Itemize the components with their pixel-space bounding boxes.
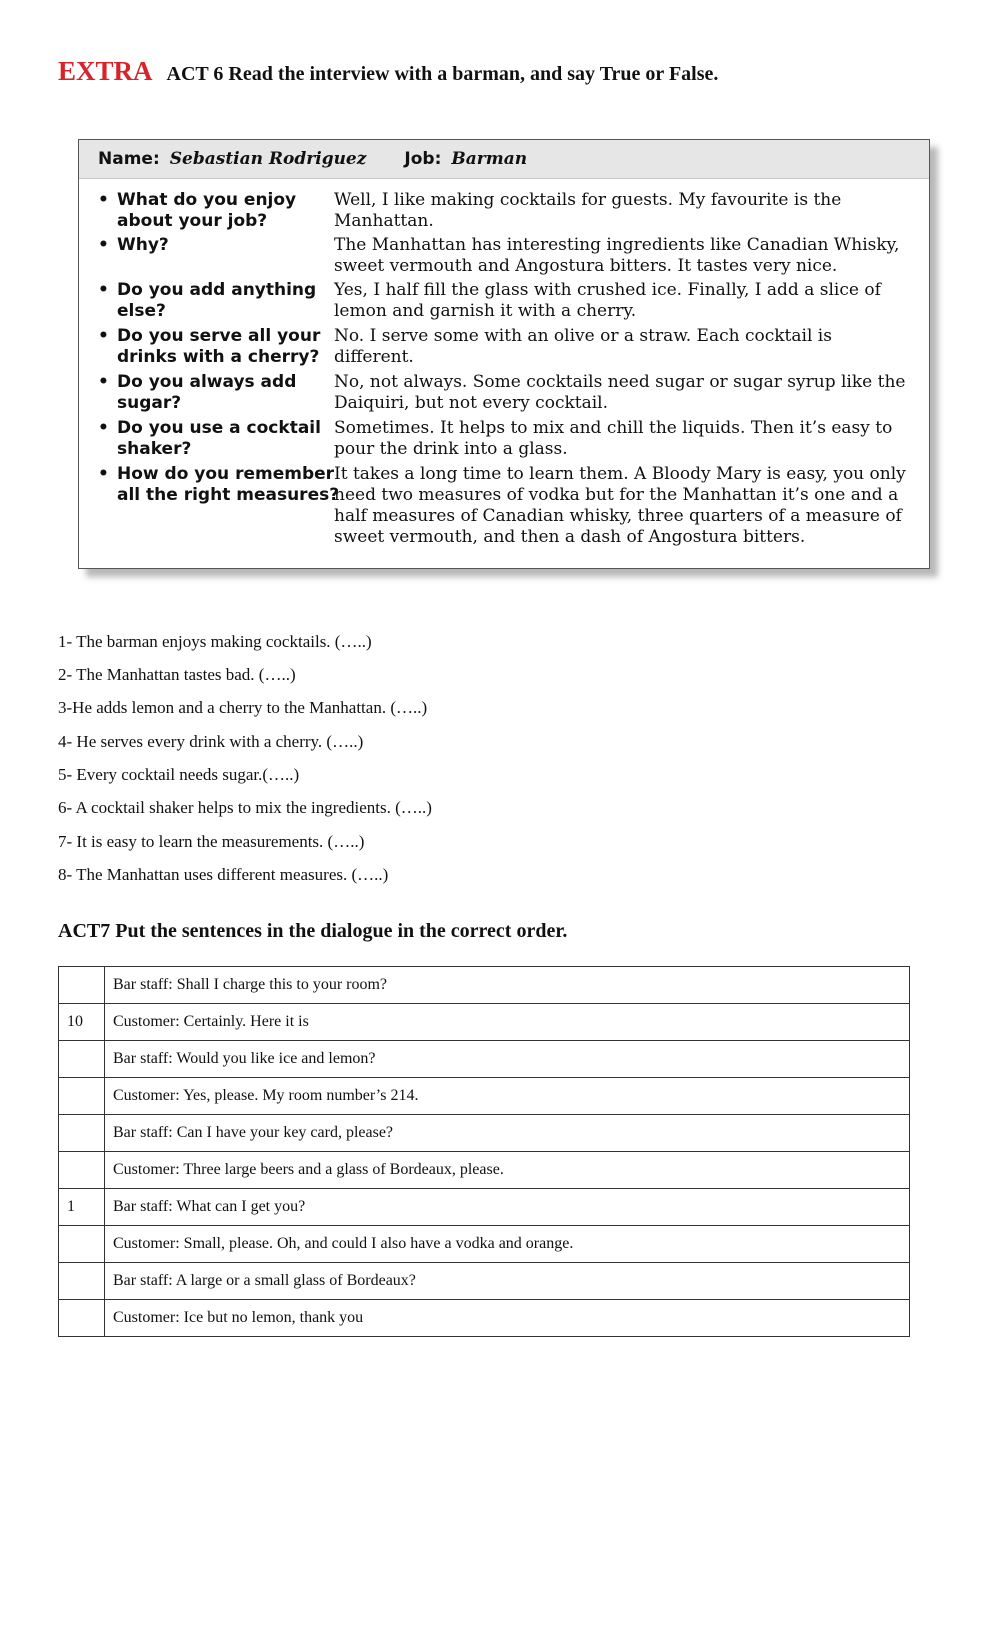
name-label: Name: — [98, 149, 160, 169]
answer: No. I serve some with an olive or a straw. Each cocktail is different. — [334, 326, 832, 367]
table-row — [59, 1004, 910, 1041]
order-number-cell[interactable] — [59, 1041, 105, 1078]
dialogue-line: Customer: Small, please. Oh, and could I also have a vodka and orange. — [105, 1226, 910, 1263]
job-value: Barman — [451, 149, 528, 169]
dialogue-order-table — [58, 966, 910, 1337]
table-row — [59, 1152, 910, 1189]
table-row — [59, 967, 910, 1004]
act7-title: ACT7 Put the sentences in the dialogue in the correct order. — [58, 920, 568, 942]
order-number-cell[interactable] — [59, 1115, 105, 1152]
answer: No, not always. Some cocktails need sugar or sugar syrup like the Daiquiri, but not every cocktail. — [334, 372, 906, 413]
order-number-cell[interactable] — [59, 1152, 105, 1189]
dialogue-line: Customer: Ice but no lemon, thank you — [105, 1300, 910, 1337]
question: • Do you add anything else? — [98, 280, 342, 322]
dialogue-line: Bar staff: What can I get you? — [105, 1189, 910, 1226]
true-false-statement: 4- He serves every drink with a cherry. (…..) — [58, 732, 364, 751]
true-false-statement: 3-He adds lemon and a cherry to the Manhattan. (…..) — [58, 698, 428, 717]
true-false-statement: 1- The barman enjoys making cocktails. (…..) — [58, 632, 372, 651]
dialogue-line: Bar staff: Shall I charge this to your room? — [105, 967, 910, 1004]
table-row — [59, 1189, 910, 1226]
answer: Yes, I half fill the glass with crushed ice. Finally, I add a slice of lemon and garnish it with a cherry. — [334, 280, 881, 321]
activity-title: ACT 6 Read the interview with a barman, and say True or False. — [166, 63, 719, 85]
extra-label: EXTRA — [58, 56, 153, 86]
question: • Do you serve all your drinks with a cherry? — [98, 326, 342, 368]
answer: Sometimes. It helps to mix and chill the liquids. Then it’s easy to pour the drink into a glass. — [334, 418, 893, 459]
true-false-statement: 5- Every cocktail needs sugar.(…..) — [58, 765, 300, 784]
question: • Do you always add sugar? — [98, 372, 342, 414]
true-false-statement: 6- A cocktail shaker helps to mix the ingredients. (…..) — [58, 798, 432, 817]
order-number-cell[interactable] — [59, 1226, 105, 1263]
question: • Do you use a cocktail shaker? — [98, 418, 342, 460]
answer: Well, I like making cocktails for guests. My favourite is the Manhattan. — [334, 190, 842, 231]
card-header — [79, 140, 929, 179]
true-false-statement: 2- The Manhattan tastes bad. (…..) — [58, 665, 296, 684]
dialogue-line: Customer: Three large beers and a glass of Bordeaux, please. — [105, 1152, 910, 1189]
question: • Why? — [98, 235, 342, 256]
name-value: Sebastian Rodriguez — [169, 149, 367, 169]
order-number-cell[interactable] — [59, 967, 105, 1004]
order-number-cell[interactable] — [59, 1300, 105, 1337]
dialogue-line: Bar staff: Would you like ice and lemon? — [105, 1041, 910, 1078]
answer: It takes a long time to learn them. A Bloody Mary is easy, you only need two measures of vodka but for the Manhattan it’s one and a half measures of Canadian whisky, three quarters of a measure of sweet vermouth, and then a dash of Angostura bitters. — [334, 464, 906, 547]
order-number-cell[interactable] — [59, 1263, 105, 1300]
table-row — [59, 1115, 910, 1152]
dialogue-line: Bar staff: Can I have your key card, please? — [105, 1115, 910, 1152]
question: • What do you enjoy about your job? — [98, 190, 342, 232]
activity-heading — [58, 56, 718, 87]
dialogue-line: Customer: Certainly. Here it is — [105, 1004, 910, 1041]
interview-card — [78, 139, 930, 569]
table-row — [59, 1226, 910, 1263]
dialogue-line: Bar staff: A large or a small glass of Bordeaux? — [105, 1263, 910, 1300]
question: • How do you remember all the right measures? — [98, 464, 342, 506]
table-row — [59, 1263, 910, 1300]
true-false-statement: 8- The Manhattan uses different measures. (…..) — [58, 865, 389, 884]
true-false-statement: 7- It is easy to learn the measurements. (…..) — [58, 832, 365, 851]
table-row — [59, 1300, 910, 1337]
answer: The Manhattan has interesting ingredients like Canadian Whisky, sweet vermouth and Angostura bitters. It tastes very nice. — [334, 235, 900, 276]
job-label: Job: — [404, 149, 442, 169]
dialogue-line: Customer: Yes, please. My room number’s 214. — [105, 1078, 910, 1115]
order-number-cell[interactable] — [59, 1078, 105, 1115]
table-row — [59, 1041, 910, 1078]
order-number-cell[interactable]: 10 — [59, 1004, 105, 1041]
table-row — [59, 1078, 910, 1115]
order-number-cell[interactable]: 1 — [59, 1189, 105, 1226]
